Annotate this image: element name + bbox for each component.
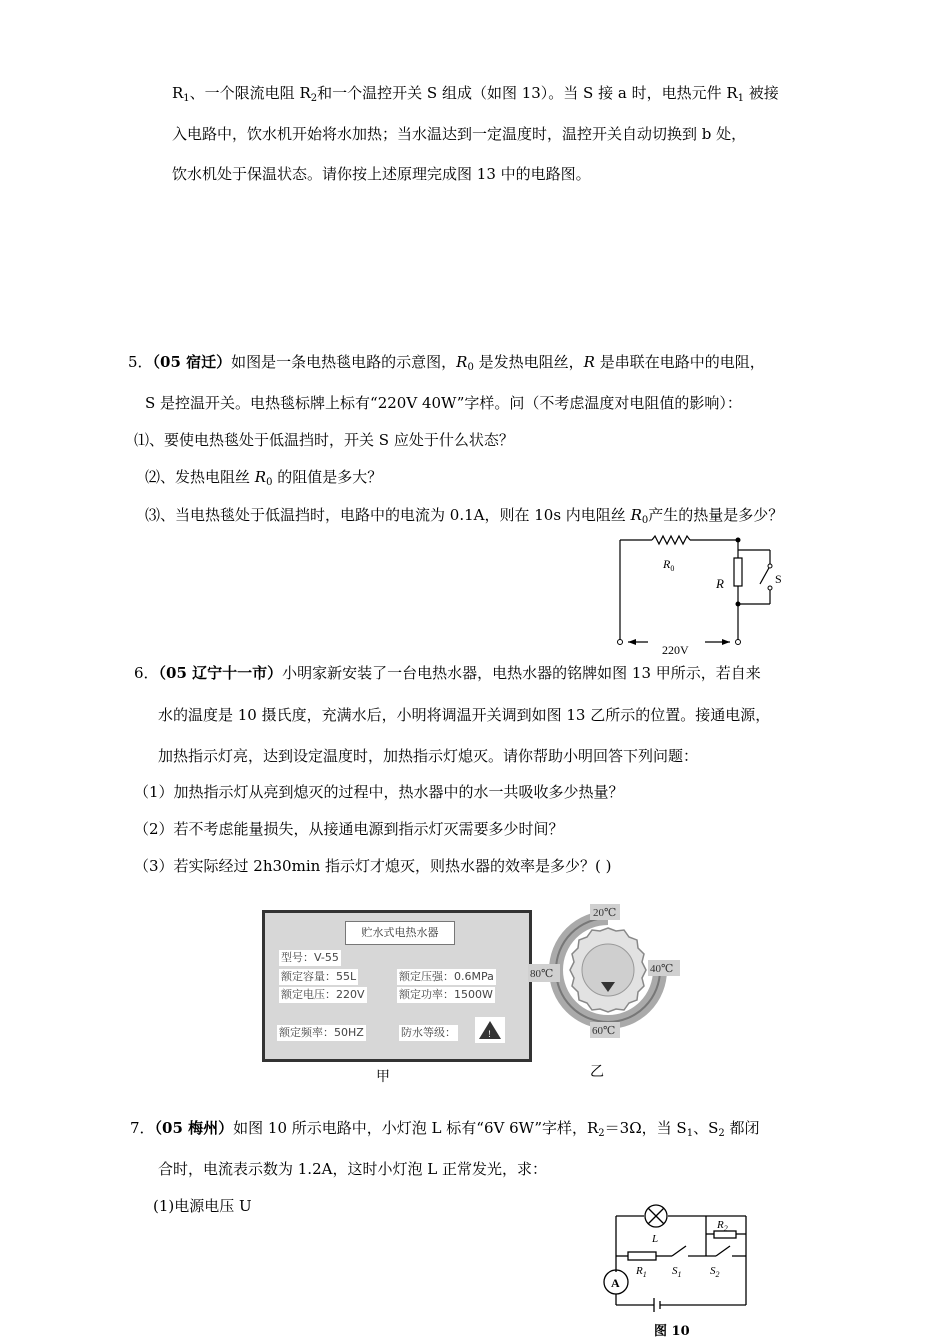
nameplate-pressure: 额定压强：0.6MPa [399,970,494,983]
q6-sub-1: （1）加热指示灯从亮到熄灭的过程中，热水器中的水一共吸收多少热量？ [134,783,624,801]
dial-40c: 40℃ [650,963,674,975]
q7-fig-l: L [652,1233,659,1245]
nameplate-power: 额定功率：1500W [399,988,493,1001]
q5-fig-voltage-label: 220V [662,643,689,657]
ammeter-icon: A [611,1276,620,1290]
nameplate-model: 型号：V-55 [281,951,339,964]
q5-line-2: S 是控温开关。电热毯标牌上标有“220V 40W”字样。问（不考虑温度对电阻值的影响）： [145,394,742,412]
nameplate-capacity: 额定容量：55L [281,970,357,983]
nameplate-title: 贮水式电热水器 [345,921,455,945]
dial-80c: 80℃ [530,968,554,980]
dial-60c: 60℃ [592,1025,616,1037]
q5-sub-3: ⑶、当电热毯处于低温挡时，电路中的电流为 0.1A，则在 10s 内电阻丝 $R_0$产生的热量是多少？ [145,506,784,526]
water-heater-nameplate [262,910,532,1062]
q7-line-1: 7．（05 梅州）如图 10 所示电路中，小灯泡 L 标有“6V 6W”字样，$R_2=3\Omega$，当 $S_1$、$S_2$ 都闭 [130,1119,760,1139]
q6-sub-2: （2）若不考虑能量损失，从接通电源到指示灯灭需要多少时间？ [134,820,564,838]
q5-fig-r0-label: $R_0$ [663,557,675,573]
q5-line-1: 5．（05 宿迁）如图是一条电热毯电路的示意图，$R_0$ 是发热电阻丝，R 是串联在电路中的电阻， [128,353,765,373]
nameplate-waterproof: 防水等级： [401,1026,456,1039]
q5-circuit-diagram [610,528,790,660]
q7-fig-s2: $S_2$ [710,1265,720,1279]
q6-line-3: 加热指示灯亮，达到设定温度时，加热指示灯熄灭。请你帮助小明回答下列问题： [158,747,699,765]
dial-20c: 20℃ [593,907,617,919]
warning-triangle-icon [475,1017,505,1043]
q6-sub-3: （3）若实际经过 2h30min 指示灯才熄灭，则热水器的效率是多少？( ) [134,857,612,875]
q5-fig-s-label: S [775,572,782,586]
temperature-dial [528,900,688,1040]
nameplate-frequency: 额定频率：50HZ [279,1026,364,1039]
q7-fig-r1: $R_1$ [636,1265,647,1279]
q7-figure-caption: 图 10 [654,1324,690,1339]
q4-line-2: 入电路中，饮水机开始将水加热；当水温达到一定温度时，温控开关自动切换到 b 处， [172,125,747,143]
q5-sub-2: ⑵、发热电阻丝 $R_0$ 的阻值是多大？ [145,468,383,488]
label-jia: 甲 [376,1069,390,1085]
q5-sub-1: ⑴、要使电热毯处于低温挡时，开关 S 应处于什么状态？ [134,431,514,449]
q7-fig-s1: $S_1$ [672,1265,682,1279]
q7-line-2: 合时，电流表示数为 1.2A，这时小灯泡 L 正常发光，求： [158,1160,547,1178]
q5-fig-r-label: R [716,576,724,591]
label-yi: 乙 [590,1064,604,1080]
q6-line-2: 水的温度是 10 摄氏度，充满水后，小明将调温开关调到如图 13 乙所示的位置。接通电源， [158,706,771,724]
q7-sub-1: (1)电源电压 U [153,1197,252,1215]
q4-line-1: $R_1$、一个限流电阻 $R_2$和一个温控开关 S 组成（如图 13）。当 S 接 a 时，电热元件 $R_1$ 被接 [172,84,779,104]
q7-fig-r2: $R_2$ [717,1219,728,1233]
q7-circuit-diagram [596,1200,756,1312]
nameplate-voltage: 额定电压：220V [281,988,365,1001]
q4-line-3: 饮水机处于保温状态。请你按上述原理完成图 13 中的电路图。 [172,165,591,183]
q6-line-1: 6．（05 辽宁十一市）小明家新安装了一台电热水器，电热水器的铭牌如图 13 甲所示，若自来 [134,664,761,682]
svg-text:!: ! [488,1029,491,1039]
